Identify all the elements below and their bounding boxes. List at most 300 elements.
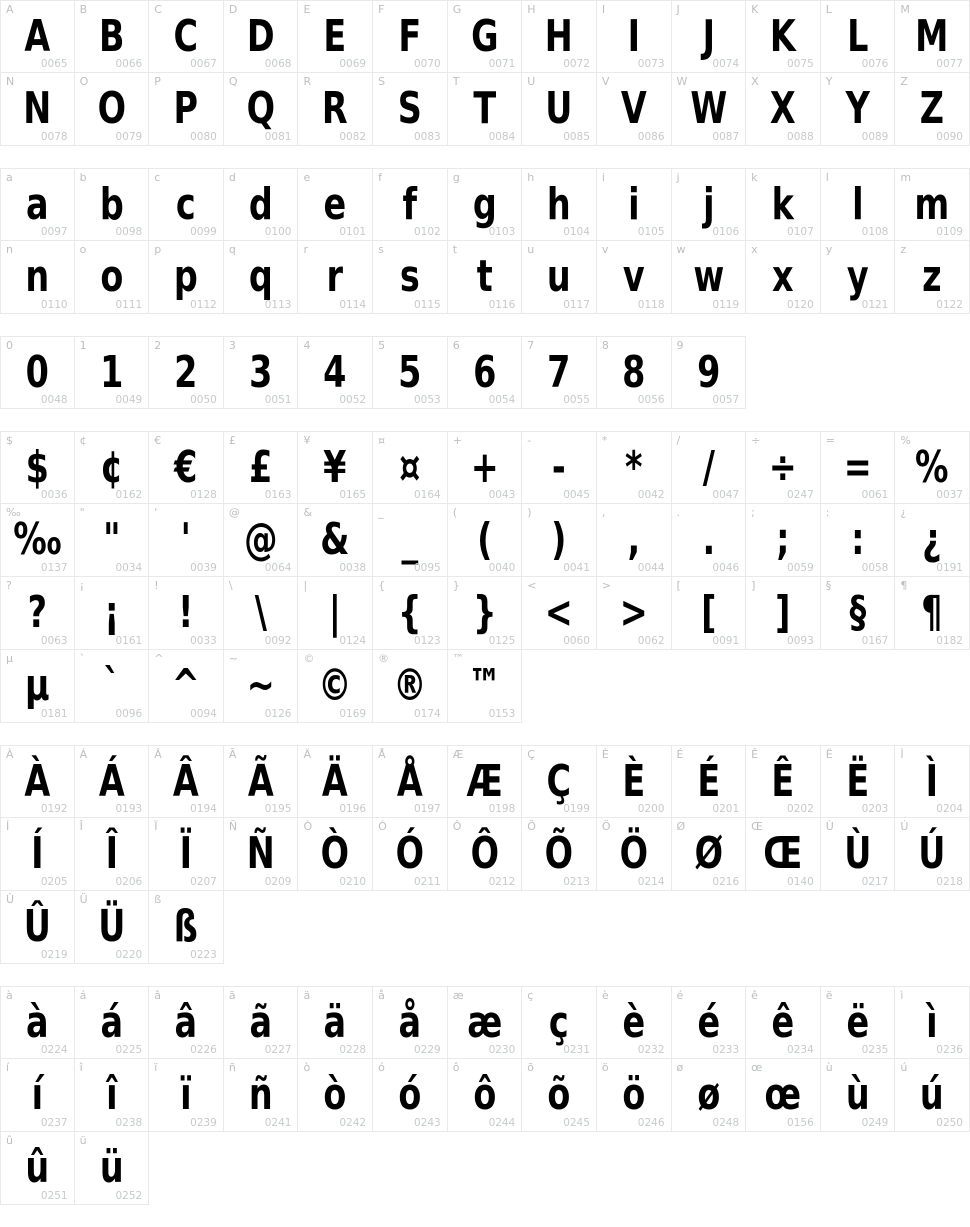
section-lowercase-accented [0,986,970,1205]
glyph-cell [522,431,597,504]
glyph-cell [448,577,523,650]
glyph-cell [224,1059,299,1132]
glyph-code: 0233 [712,1044,740,1056]
glyph-cell [597,504,672,577]
glyph-code: 0191 [936,562,963,574]
glyph-code: 0105 [637,226,665,238]
glyph-cell [597,336,672,409]
glyph-preview: ¿ [922,514,942,565]
glyph-label: O [79,75,89,88]
glyph-cell [895,168,970,241]
glyph-preview: ó [398,1069,422,1120]
glyph-cell [75,1132,150,1205]
glyph-cell [448,168,523,241]
glyph-cell [224,577,299,650]
glyph-label: Ò [303,820,313,833]
glyph-cell [597,431,672,504]
glyph-label: © [303,652,315,665]
glyph-label: r [303,243,308,256]
glyph-label: ü [79,1134,87,1147]
glyph-label: ) [527,506,532,519]
glyph-preview: X [770,83,796,134]
glyph-preview: L [846,10,869,62]
glyph-preview: \ [254,587,267,638]
glyph-label: ~ [228,652,239,665]
glyph-code: 0062 [637,635,665,647]
glyph-preview: 3 [249,346,273,398]
glyph-code: 0167 [861,635,889,647]
glyph-cell [597,577,672,650]
glyph-label: j [676,171,680,184]
glyph-preview: / [702,441,715,493]
glyph-preview: Q [246,83,275,134]
glyph-preview: © [318,660,352,711]
glyph-label: Ê [751,748,759,761]
glyph-label: É [676,748,684,761]
glyph-code: 0104 [563,226,590,238]
glyph-preview: N [23,83,52,134]
glyph-label: p [154,243,162,256]
glyph-label: X [751,75,759,88]
glyph-preview: ä [323,996,347,1048]
glyph-code: 0192 [40,803,68,815]
glyph-preview: 4 [323,346,347,398]
glyph-label: m [900,171,912,184]
glyph-cell [298,745,373,818]
glyph-code: 0182 [936,635,963,647]
glyph-label: W [676,75,688,88]
glyph-code: 0121 [861,299,889,311]
glyph-cell [448,504,523,577]
glyph-cell [373,1059,448,1132]
glyph-code: 0090 [936,131,963,143]
glyph-code: 0140 [787,876,814,888]
glyph-cell [298,336,373,409]
glyph-label: œ [751,1061,763,1074]
glyph-preview: ß [174,901,199,952]
glyph-label: g [452,171,460,184]
glyph-cell [746,577,821,650]
glyph-cell [149,818,224,891]
glyph-code: 0202 [787,803,814,815]
glyph-label: c [154,171,161,184]
glyph-preview: Y [845,83,870,134]
glyph-preview: Á [98,755,125,807]
glyph-code: 0116 [488,299,516,311]
glyph-cell [895,0,970,73]
glyph-label: i [601,171,605,184]
glyph-label: ` [79,652,86,665]
glyph-label: u [527,243,535,256]
glyph-code: 0065 [40,58,68,70]
glyph-preview: t [476,251,493,302]
glyph-code: 0058 [861,562,889,574]
glyph-code: 0063 [40,635,68,647]
glyph-cell [75,168,150,241]
glyph-label: k [751,171,758,184]
glyph-cell [373,0,448,73]
glyph-label: 3 [228,339,236,352]
glyph-label: î [79,1061,83,1074]
glyph-label: 7 [527,339,535,352]
glyph-label: D [228,3,238,16]
glyph-cell [895,577,970,650]
glyph-cell [895,986,970,1059]
glyph-preview: ü [99,1142,124,1193]
glyph-code: 0199 [563,803,590,815]
glyph-cell [0,431,75,504]
glyph-code: 0209 [264,876,292,888]
glyph-cell [224,241,299,314]
glyph-cell [149,577,224,650]
glyph-cell [75,1059,150,1132]
glyph-code: 0181 [40,708,68,720]
glyph-label: a [6,171,13,184]
glyph-preview: é [696,996,720,1048]
glyph-preview: Ó [395,828,425,879]
glyph-code: 0051 [264,394,292,406]
glyph-preview: ¥ [323,441,347,493]
glyph-label: 4 [303,339,311,352]
glyph-cell [522,577,597,650]
glyph-preview: M [915,10,949,62]
glyph-preview: - [552,441,567,493]
glyph-preview: F [398,10,422,62]
glyph-cell [597,241,672,314]
glyph-cell [672,745,747,818]
glyph-label: Ù [825,820,834,833]
glyph-preview: ¤ [399,441,421,493]
glyph-label: Ç [527,748,535,761]
glyph-preview: * [624,441,643,493]
glyph-cell [149,891,224,964]
glyph-cell [373,745,448,818]
glyph-code: 0064 [264,562,292,574]
glyph-code: 0137 [40,562,68,574]
glyph-cell [821,241,896,314]
glyph-preview: " [102,514,121,565]
glyph-label: è [601,989,609,1002]
glyph-code: 0068 [264,58,292,70]
glyph-preview: § [849,587,866,638]
glyph-code: 0205 [40,876,68,888]
glyph-code: 0164 [413,489,441,501]
glyph-preview: á [100,996,123,1048]
glyph-label: I [601,3,606,16]
glyph-code: 0211 [413,876,441,888]
glyph-label: G [452,3,462,16]
glyph-preview: d [248,178,273,230]
glyph-cell [448,986,523,1059]
glyph-code: 0033 [190,635,217,647]
glyph-label: t [452,243,458,256]
glyph-code: 0244 [488,1117,516,1129]
glyph-code: 0194 [190,803,217,815]
glyph-cell [672,818,747,891]
glyph-code: 0207 [190,876,217,888]
glyph-label: Õ [527,820,536,833]
glyph-code: 0203 [861,803,889,815]
glyph-preview: Í [31,828,44,879]
glyph-label: ò [303,1061,311,1074]
glyph-cell [821,577,896,650]
glyph-preview: Ï [179,828,193,879]
glyph-code: 0047 [712,489,740,501]
glyph-code: 0198 [488,803,516,815]
glyph-code: 0077 [936,58,963,70]
glyph-preview: J [702,10,715,62]
glyph-code: 0228 [339,1044,367,1056]
glyph-cell [224,745,299,818]
glyph-cell [448,241,523,314]
glyph-code: 0071 [488,58,516,70]
glyph-cell [75,0,150,73]
glyph-code: 0043 [488,489,516,501]
section-uppercase-letters [0,0,970,146]
glyph-preview: 8 [622,346,646,398]
glyph-cell [0,168,75,241]
glyph-preview: _ [401,514,419,565]
glyph-cell [75,577,150,650]
glyph-label: w [676,243,686,256]
glyph-preview: v [622,251,645,302]
glyph-label: / [676,434,681,447]
glyph-label: Y [825,75,833,88]
glyph-preview: ™ [467,660,502,711]
glyph-code: 0034 [115,562,143,574]
glyph-code: 0109 [936,226,963,238]
glyph-code: 0069 [339,58,367,70]
glyph-cell [298,241,373,314]
glyph-label: ¥ [303,434,311,447]
glyph-code: 0230 [488,1044,516,1056]
glyph-preview: ' [180,514,192,565]
glyph-cell [672,336,747,409]
glyph-label: Ö [601,820,611,833]
glyph-code: 0048 [40,394,68,406]
glyph-preview: 5 [398,346,422,398]
glyph-cell [149,73,224,146]
glyph-label: ä [303,989,311,1002]
glyph-cell [895,818,970,891]
glyph-preview: m [914,178,950,230]
glyph-label: B [79,3,88,16]
glyph-label: 9 [676,339,684,352]
glyph-label: + [452,434,462,447]
glyph-code: 0042 [637,489,665,501]
glyph-cell [149,168,224,241]
glyph-code: 0117 [563,299,590,311]
glyph-preview: @ [243,514,278,565]
glyph-preview: Ø [694,828,723,879]
glyph-code: 0213 [563,876,590,888]
glyph-code: 0066 [115,58,143,70]
glyph-cell [448,650,523,723]
glyph-cell [224,818,299,891]
glyph-cell [0,650,75,723]
glyph-preview: ø [696,1069,720,1120]
glyph-code: 0054 [488,394,516,406]
glyph-label: l [825,171,829,184]
glyph-preview: R [322,83,349,134]
glyph-code: 0239 [190,1117,217,1129]
glyph-code: 0061 [861,489,889,501]
glyph-preview: è [622,996,646,1048]
glyph-cell [149,336,224,409]
glyph-cell [0,891,75,964]
glyph-code: 0094 [190,708,217,720]
glyph-label: \ [228,579,233,592]
glyph-code: 0099 [190,226,217,238]
glyph-preview: $ [25,441,49,493]
glyph-label: á [79,989,87,1002]
glyph-label: J [676,3,680,16]
glyph-label: x [751,243,758,256]
glyph-cell [224,168,299,241]
glyph-label: 2 [154,339,162,352]
glyph-preview: ï [180,1069,192,1120]
glyph-label: Á [79,748,88,761]
glyph-label: Â [154,748,162,761]
glyph-label: § [825,579,832,592]
glyph-preview: S [397,83,422,134]
glyph-code: 0102 [413,226,441,238]
glyph-cell [746,745,821,818]
glyph-code: 0067 [190,58,217,70]
glyph-code: 0085 [563,131,590,143]
glyph-preview: { [397,587,422,638]
glyph-cell [75,650,150,723]
glyph-cell [821,168,896,241]
glyph-preview: É [696,755,720,807]
glyph-code: 0036 [40,489,68,501]
glyph-label: Î [79,820,83,833]
glyph-cell [373,986,448,1059]
glyph-code: 0225 [115,1044,143,1056]
glyph-label: Û [6,893,15,906]
glyph-label: é [676,989,684,1002]
glyph-label: L [825,3,832,16]
glyph-label: . [676,506,681,519]
glyph-label: £ [228,434,236,447]
glyph-code: 0201 [712,803,740,815]
glyph-code: 0079 [115,131,143,143]
glyph-label: 1 [79,339,87,352]
glyph-cell [821,0,896,73]
glyph-code: 0101 [339,226,367,238]
glyph-preview: û [25,1142,50,1193]
glyph-code: 0055 [563,394,590,406]
glyph-cell [298,73,373,146]
glyph-label: â [154,989,161,1002]
glyph-label: ‰ [6,506,21,519]
glyph-preview: Å [396,755,423,807]
glyph-label: ¶ [900,579,908,592]
glyph-preview: ù [845,1069,870,1120]
glyph-preview: ? [27,587,48,638]
glyph-cell [597,745,672,818]
glyph-cell [373,336,448,409]
glyph-label: Q [228,75,238,88]
glyph-code: 0075 [787,58,814,70]
glyph-label: ¢ [79,434,87,447]
glyph-cell [0,1059,75,1132]
glyph-label: S [378,75,386,88]
glyph-code: 0072 [563,58,590,70]
glyph-preview: Ü [97,901,125,952]
glyph-label: Í [6,820,10,833]
glyph-code: 0232 [637,1044,665,1056]
glyph-preview: ® [393,660,427,711]
glyph-cell [522,1059,597,1132]
glyph-label: y [825,243,833,256]
glyph-code: 0128 [190,489,217,501]
glyph-label: q [228,243,236,256]
glyph-code: 0119 [712,299,740,311]
glyph-code: 0113 [264,299,292,311]
glyph-code: 0223 [190,949,217,961]
glyph-cell [298,1059,373,1132]
glyph-preview: ç [549,996,570,1048]
glyph-cell [298,431,373,504]
glyph-preview: à [26,996,49,1048]
glyph-preview: s [399,251,420,302]
glyph-preview: , [627,514,641,565]
glyph-label: < [527,579,537,592]
glyph-label: Ì [900,748,904,761]
glyph-label: ë [825,989,833,1002]
glyph-cell [821,818,896,891]
glyph-cell [821,73,896,146]
glyph-preview: Ò [321,828,350,879]
glyph-cell [0,73,75,146]
glyph-label: [ [676,579,681,592]
glyph-code: 0245 [563,1117,590,1129]
glyph-label: _ [378,506,384,519]
glyph-preview: y [846,251,869,302]
glyph-code: 0083 [413,131,441,143]
glyph-preview: V [620,83,647,134]
glyph-cell [75,891,150,964]
glyph-cell [746,504,821,577]
glyph-code: 0200 [637,803,665,815]
glyph-preview: Û [23,901,51,952]
glyph-preview: z [922,251,942,302]
glyph-cell [373,73,448,146]
glyph-preview: È [622,755,646,807]
glyph-code: 0206 [115,876,143,888]
glyph-label: M [900,3,910,16]
glyph-preview: I [627,10,640,62]
glyph-code: 0217 [861,876,889,888]
glyph-code: 0193 [115,803,143,815]
section-digits [0,336,970,409]
glyph-preview: ã [249,996,272,1048]
glyph-label: Ï [154,820,158,833]
glyph-code: 0162 [115,489,143,501]
glyph-cell [75,73,150,146]
glyph-code: 0212 [488,876,516,888]
glyph-cell [448,336,523,409]
glyph-code: 0087 [712,131,740,143]
glyph-label: ö [601,1061,609,1074]
glyph-cell [298,818,373,891]
glyph-preview: q [248,251,273,302]
glyph-code: 0224 [40,1044,68,1056]
glyph-code: 0049 [115,394,143,406]
glyph-cell [75,504,150,577]
glyph-cell [448,1059,523,1132]
